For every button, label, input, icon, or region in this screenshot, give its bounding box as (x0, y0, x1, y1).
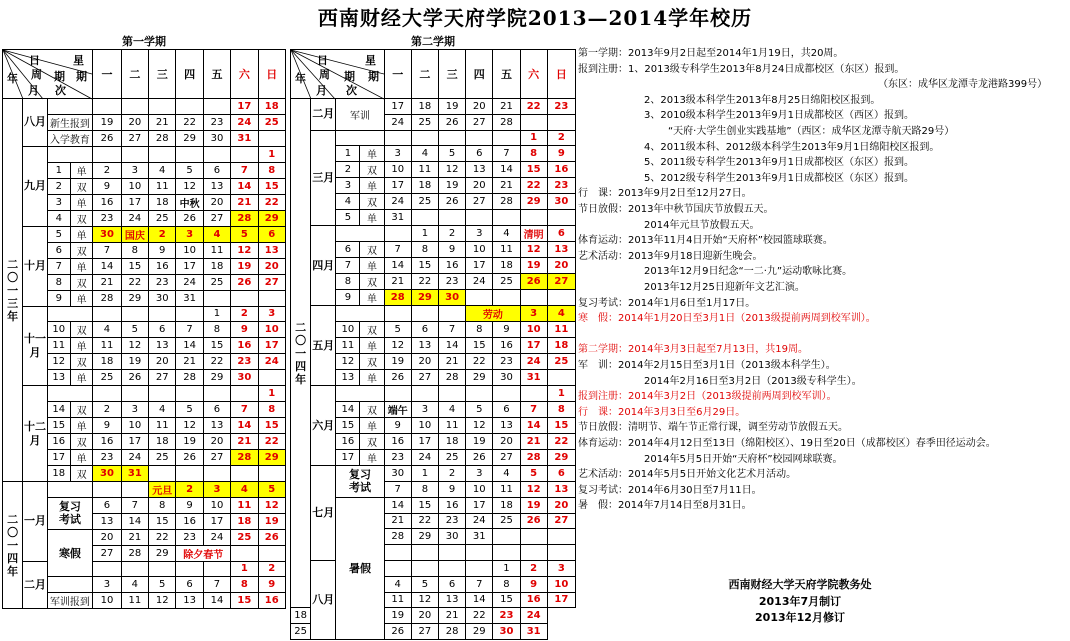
note-line: 艺术活动：2013年9月18日迎新生晚会。 (578, 250, 763, 262)
note-line: 报到注册：1、2013级专科学生2013年8月24日成都校区（东区）报到。 (578, 63, 905, 75)
review-exam: 复习 考试 (47, 498, 93, 530)
note-line: 3、2010级本科学生2013年9月1日成都校区（西区）报到。 (644, 110, 914, 122)
note-line: （东区：成华区龙潭寺龙港路399号） (878, 79, 1048, 91)
year-2014: 二〇一四年 (3, 482, 23, 609)
summer-vacation: 暑假 (336, 497, 384, 639)
semester-2-table: 第二学期 日 星 周 期 期 年 月 次 一 二 三 四 五 六 日 二〇一四年 二月 军训 17 18 19 20 21 22 23 24 25 26 27 28 三月 1 2 1 单 3 4 5 6 7 8 9 2 双 10 11 12 13 14 15 16 3 单 17 18 19 20 21 22 23 4 双 24 25 26 27 28 29 30 5 单 31 四月 1 2 3 4 清明 6 6 双 7 8 9 10 11 12 13 7 单 14 15 16 17 18 19 20 8 双 21 22 23 24 25 26 27 9 单 28 29 30 五月 劳动 3 4 10 双 5 6 7 8 9 10 11 11 单 12 13 14 15 16 17 18 12 双 19 20 21 22 23 24 25 13 单 26 27 28 29 30 31 六月 1 14 双 端午 3 4 5 6 7 8 15 单 9 10 11 12 13 14 15 16 双 16 17 18 19 20 21 22 17 单 23 24 25 26 27 28 29 七月 复习 考试 30 1 2 3 4 5 6 7 8 9 10 11 12 13 暑假 14 15 16 17 18 19 20 21 22 23 24 25 26 27 28 29 30 31 八月 1 2 3 4 5 6 7 8 9 10 11 12 13 14 15 16 17 18 19 20 21 22 23 24 25 26 27 28 29 30 31 (290, 33, 576, 595)
note-line: 节日放假：清明节、端午节正常行课，调至劳动节放假五天。 (578, 422, 848, 434)
semester-1-table: 第一学期 日 星 周 期 期 年 月 次 一 二 三 四 五 六 日 二〇一三年 八月 17 18 新生报到 19 20 21 22 23 24 25 入学教育 26 27 28 29 30 31 九月 1 1 单 2 3 4 5 6 7 8 2 双 9 10 11 12 13 14 15 3 单 16 17 18 中秋 20 21 22 4 双 23 24 25 26 27 28 29 十月 5 单 30 国庆 2 3 4 5 6 6 双 7 8 9 10 11 12 13 7 单 14 15 16 17 18 19 20 8 双 21 22 23 24 25 26 27 9 单 28 29 30 31 十一月 1 2 3 10 双 4 5 6 7 8 9 10 11 单 11 12 13 14 15 16 17 12 双 18 19 20 21 22 23 24 13 单 25 26 27 28 29 30 十二月 1 14 双 2 3 4 5 6 7 8 15 单 9 10 11 12 13 14 15 16 双 16 17 18 19 20 21 22 17 单 23 24 25 26 27 28 29 18 双 30 31 二〇一四年 一月 元旦 2 3 4 5 复习 考试 6 7 8 9 10 11 12 13 14 15 16 17 18 19 寒假 20 21 22 23 24 25 26 27 28 29 除夕春节 二月 1 2 3 4 5 6 7 8 9 军训报到 10 11 12 13 14 15 16 (2, 33, 286, 595)
note-line: 行 课：2014年3月3日至6月29日。 (578, 406, 746, 418)
page-title: 西南财经大学天府学院2013—2014学年校历 (317, 6, 753, 30)
note-line: “天府·大学生创业实践基地”（西区：成华区龙潭寺航天路29号） (668, 126, 955, 137)
note-line: 2014年5月5日开始“天府杯”校园网球联赛。 (644, 453, 843, 465)
review-exam-2: 复习 考试 (336, 466, 384, 498)
note-line: 体育运动：2014年4月12日至13日（绵阳校区）、19日至20日（成都校区）春季田径运动会。 (578, 438, 996, 449)
note-line: 5、2011级专科学生2013年9月1日成都校区（东区）报到。 (644, 157, 914, 169)
signature-made: 2013年7月制订 (758, 595, 842, 608)
header-diagonal: 日 星 周 期 期 年 月 次 (3, 50, 93, 99)
new-student-registration: 新生报到 (47, 114, 93, 130)
note-line: 节日放假：2013年中秋节国庆节放假五天。 (578, 204, 774, 215)
note-line: 2013年12月25日迎新年文艺汇演。 (644, 282, 805, 293)
signature-revised: 2013年12月修订 (755, 611, 845, 624)
note-line: 2014年元旦节放假五天。 (644, 219, 760, 231)
year-2014-s2: 二〇一四年 (291, 99, 311, 608)
military-training-registration: 军训报到 (47, 593, 93, 609)
military-training: 军训 (336, 99, 384, 131)
note-line: 寒 假：2014年1月20日至3月1日（2013级提前两周到校军训）。 (578, 313, 876, 325)
note-line: 2013年12月9日纪念“一二·九”运动歌咏比赛。 (644, 266, 853, 278)
note-line: 军 训：2014年2月15日至3月1日（2013级本科学生）。 (578, 360, 836, 371)
header-diagonal-2: 日 星 周 期 期 年 月 次 (291, 50, 385, 99)
note-line: 第二学期：2014年3月3日起至7月13日，共19周。 (578, 344, 808, 356)
note-line: 体育运动：2013年11月4日开始“天府杯”校园篮球联赛。 (578, 235, 833, 247)
semester-1-heading: 第一学期 (3, 33, 286, 50)
winter-vacation: 寒假 (47, 529, 93, 577)
note-line: 报到注册：2014年3月2日（2013级提前两周到校军训）。 (578, 391, 837, 403)
note-line: 第一学期：2013年9月2日起至2014年1月19日，共20周。 (578, 48, 844, 59)
note-line: 行 课：2013年9月2日至12月27日。 (578, 188, 752, 200)
note-line: 2014年2月16日至3月2日（2013级专科学生）。 (644, 375, 862, 387)
signature-org: 西南财经大学天府学院教务处 (728, 578, 872, 591)
note-line: 暑 假：2014年7月14日至8月31日。 (578, 500, 752, 512)
note-line: 2、2013级本科学生2013年8月25日绵阳校区报到。 (644, 94, 881, 106)
note-line: 5、2012级专科学生2013年9月1日成都校区（东区）报到。 (644, 172, 914, 184)
note-line: 4、2011级本科、2012级本科学生2013年9月1日绵阳校区报到。 (644, 141, 940, 153)
year-2013: 二〇一三年 (3, 99, 23, 482)
note-line: 复习考试：2014年6月30日至7月11日。 (578, 484, 762, 496)
semester-2-heading: 第二学期 (291, 33, 576, 50)
note-line: 艺术活动：2014年5月5日开始文化艺术月活动。 (578, 469, 797, 481)
note-line: 复习考试：2014年1月6日至1月17日。 (578, 297, 756, 309)
